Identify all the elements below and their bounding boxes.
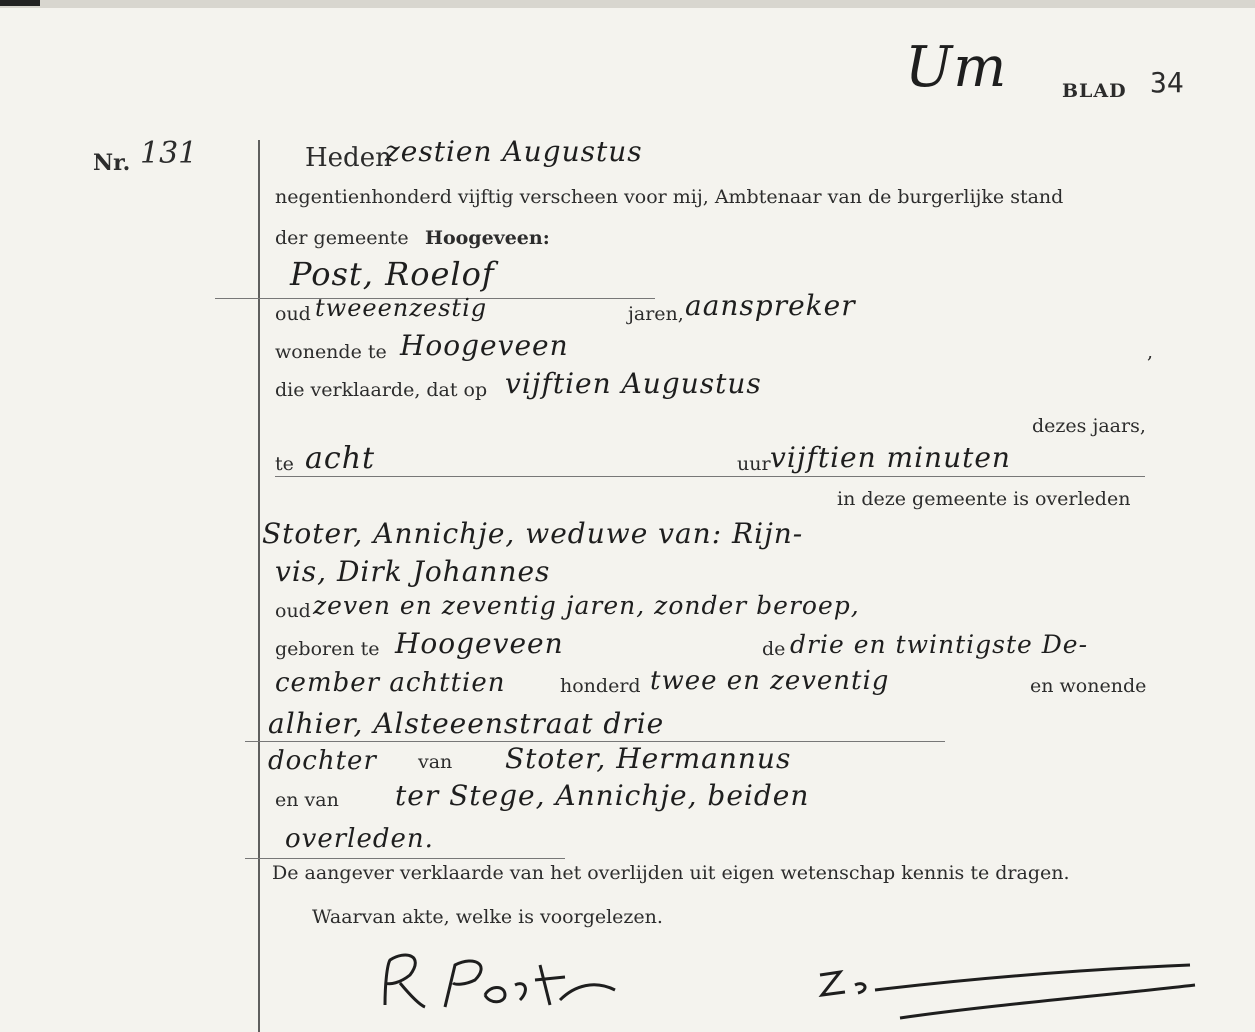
daughter-word: dochter [268,746,377,776]
deceased-age: zeven en zeventig jaren, zonder beroep, [313,591,860,620]
mother-name-line-1: ter Stege, Annichje, beiden [395,779,810,812]
died-in-municipality: in deze gemeente is overleden [837,488,1131,510]
birth-date-line-2: cember achttien [275,668,506,698]
mother-of-label: en van [275,789,339,811]
and-residing-label: en wonende [1030,675,1147,697]
deceased-name-line-2: vis, Dirk Johannes [275,555,551,588]
deceased-address: alhier, Alsteeenstraat drie [268,707,665,740]
this-year-label: dezes jaars, [1032,415,1146,437]
father-of-label: van [418,751,453,773]
residence-comma: , [1147,341,1154,363]
scan-corner-mark [0,0,40,6]
years-label: jaren, [628,303,684,325]
official-initials: Um [905,35,1008,100]
death-hour: acht [305,441,376,476]
father-name: Stoter, Hermannus [505,742,792,775]
declarant-residence: Hoogeveen [400,329,569,362]
death-date: vijftien Augustus [505,367,762,400]
hour-label: uur [737,453,771,475]
hour-prefix: te [275,453,294,475]
birthplace: Hoogeveen [395,627,564,660]
time-underline [275,476,1145,477]
municipality-name: Hoogeveen: [425,227,550,249]
deceased-age-label: oud [275,600,311,622]
residence-label: wonende te [275,341,387,363]
birthplace-label: geboren te [275,638,380,660]
closing-statement: De aangever verklaarde van het overlijden uit eigen wetenschap kennis te dragen. [272,862,1070,884]
deceased-name-line-1: Stoter, Annichje, weduwe van: Rijn- [262,517,804,550]
municipality-prefix: der gemeente [275,227,409,249]
heden-label: Heden [305,143,392,173]
declarant-name: Post, Roelof [290,255,495,293]
record-number: 131 [140,136,198,171]
declared-label: die verklaarde, dat op [275,379,488,401]
record-number-label: Nr. [93,150,131,176]
printed-line-2: negentienhonderd vijftig verscheen voor mij, Ambtenaar van de burgerlijke stand [275,186,1064,208]
page-number: 34 [1150,66,1184,99]
mother-name-line-2: overleden. [285,824,434,854]
mother-underline [245,858,565,859]
hundred-label: honderd [560,675,641,697]
read-aloud-statement: Waarvan akte, welke is voorgelezen. [312,906,663,928]
declarant-age: tweeenzestig [315,294,488,322]
margin-rule [258,140,260,1032]
official-signature [810,960,1200,1020]
age-label: oud [275,303,311,325]
birth-date-prefix: de [762,638,786,660]
death-minutes: vijftien minuten [770,441,1011,474]
birth-year: twee en zeventig [650,666,890,696]
page-label: BLAD [1062,80,1127,102]
birth-date-line-1: drie en twintigste De- [790,630,1089,659]
declarant-signature [365,945,630,1025]
scan-top-edge [0,0,1255,8]
declarant-occupation: aanspreker [685,289,856,322]
registration-date: zestien Augustus [385,135,643,168]
